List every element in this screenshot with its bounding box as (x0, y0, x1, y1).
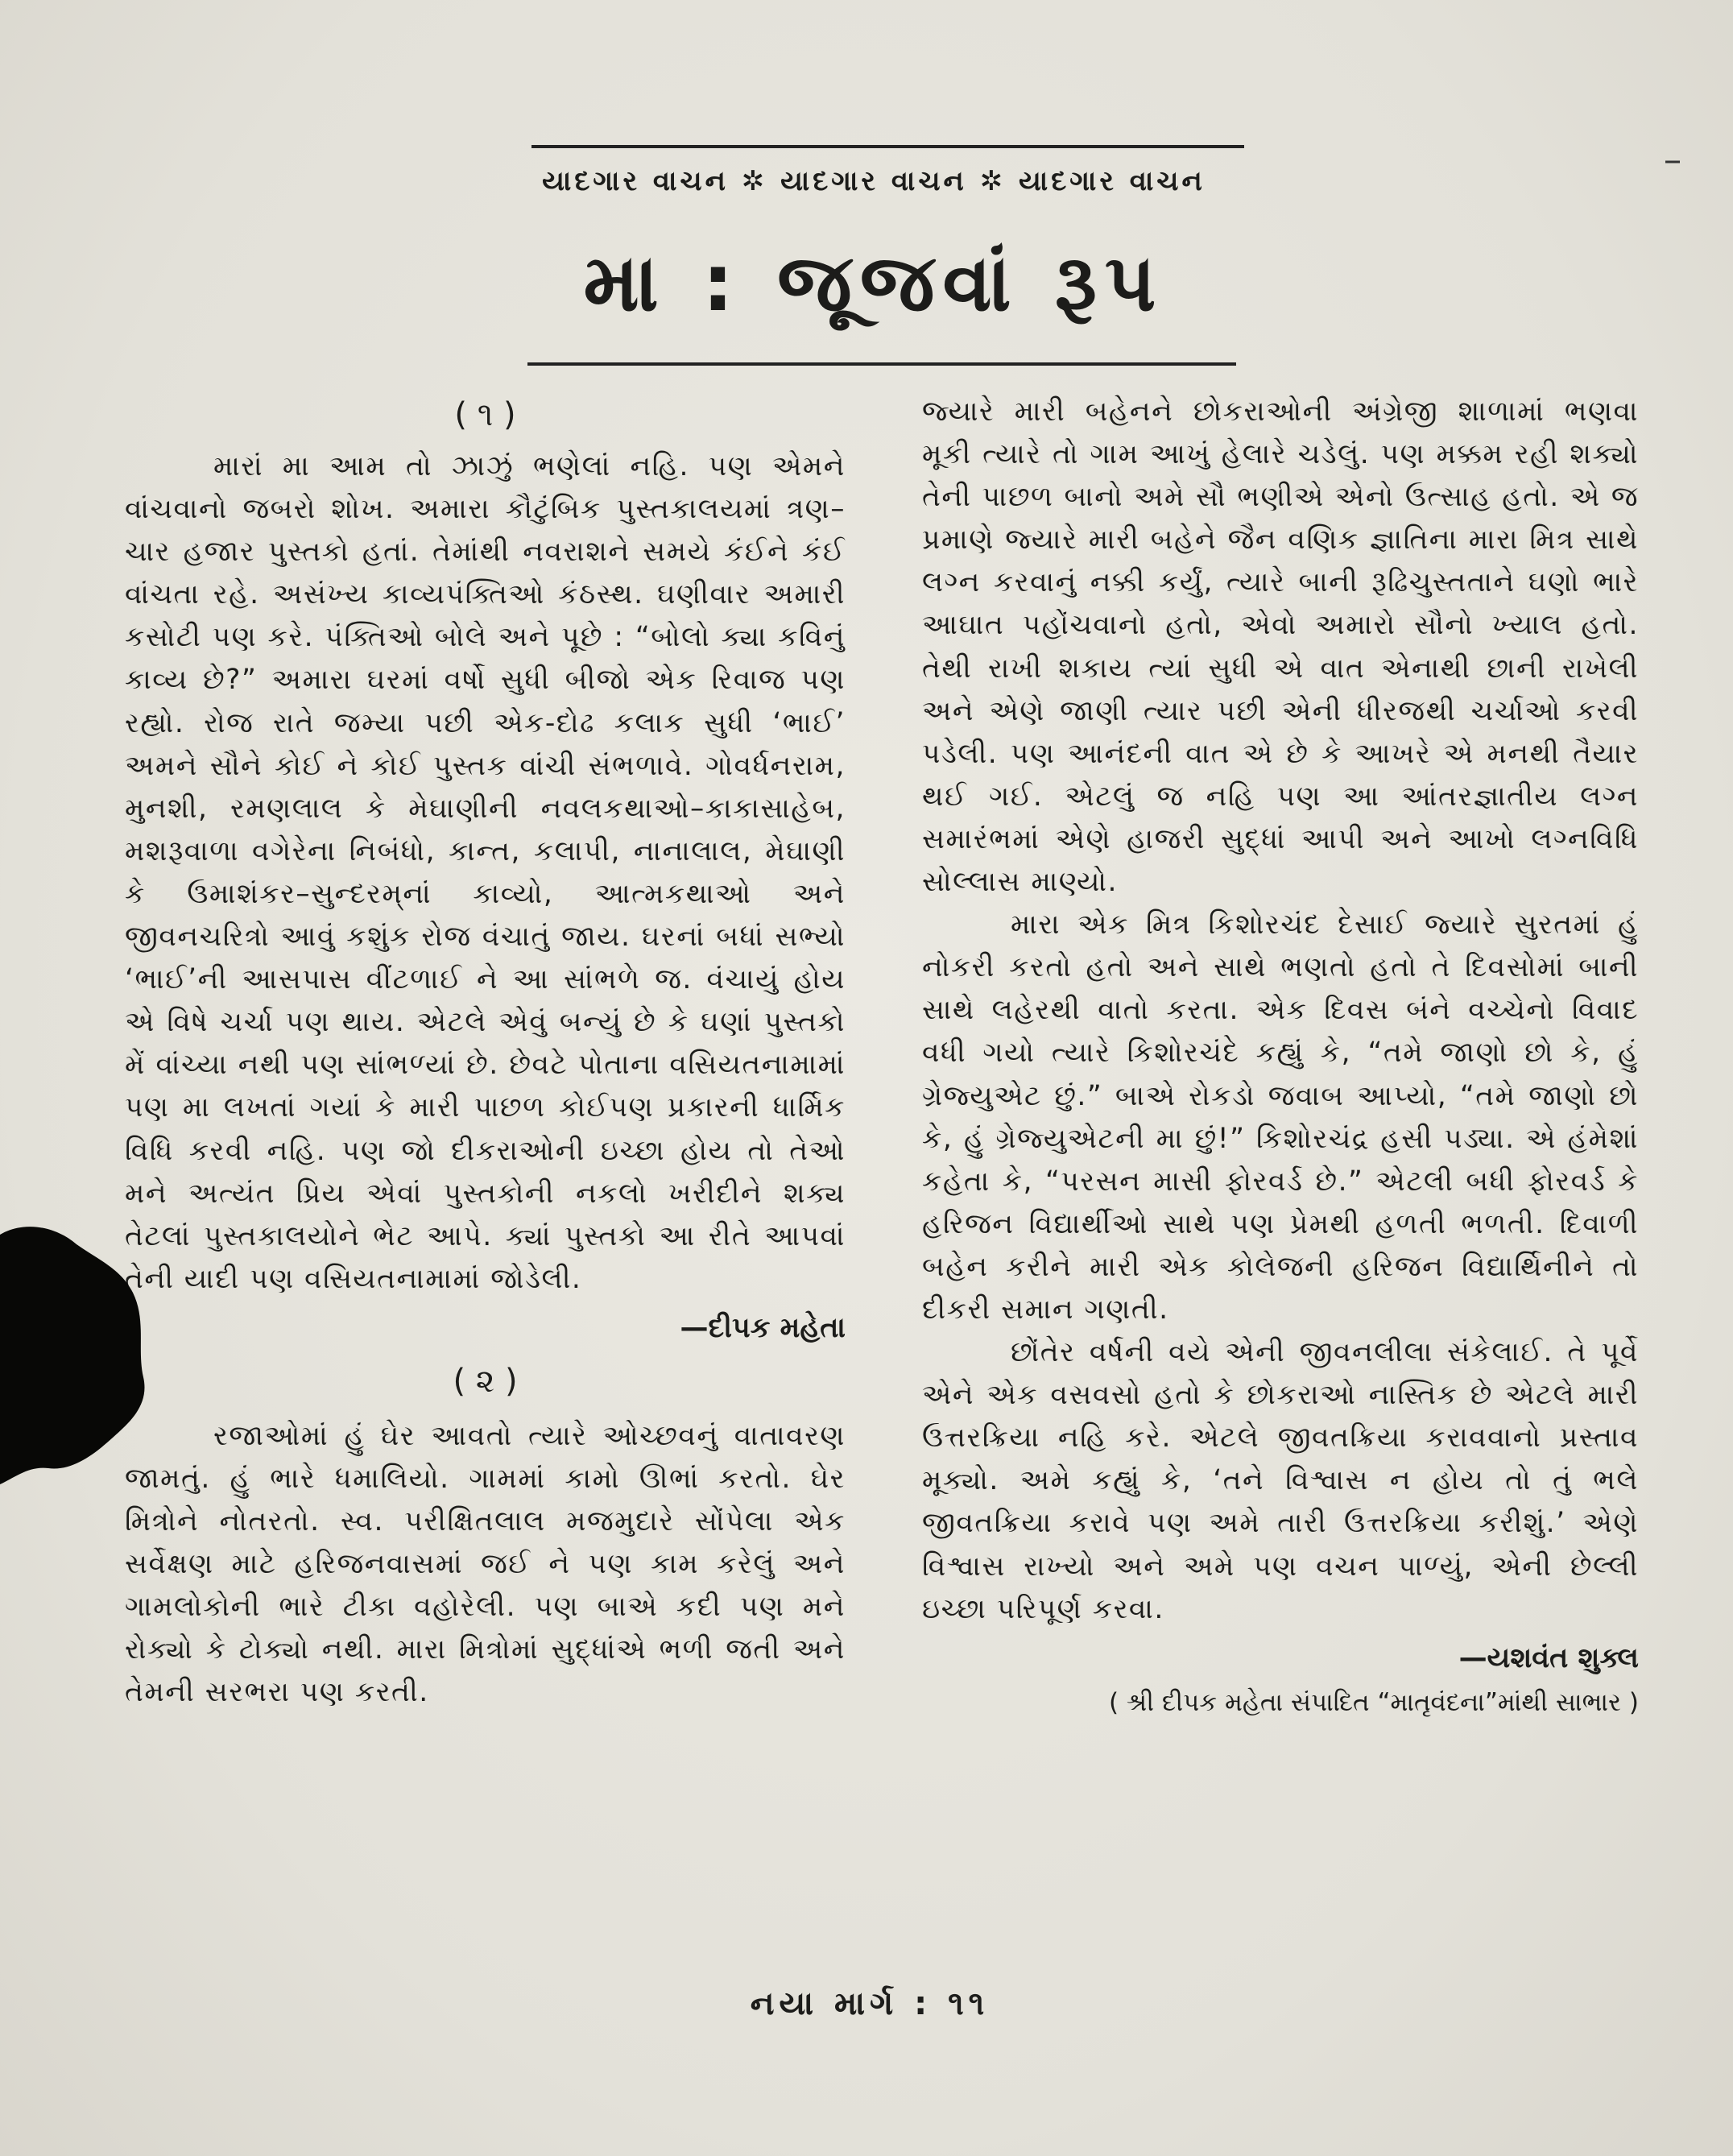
right-paragraph-2: મારા એક મિત્ર કિશોરચંદ દેસાઈ જ્યારે સુરતમાં હું નોકરી કરતો હતો અને સાથે ભણતો હતો તે દિવસોમાં બાની સાથે લહેરથી વાતો કરતા. એક દિવસ બંને વચ્ચેનો વિવાદ વધી ગયો ત્યારે કિશોરચંદે કહ્યું કે, “તમે જાણો છો કે, હું ગ્રેજ્યુએટ છું.” બાએ રોકડો જવાબ આપ્યો, “તમે જાણો છો કે, હું ગ્રેજ્યુએટની મા છું!” કિશોરચંદ્ર હસી પડ્યા. એ હંમેશાં કહેતા કે, “પરસન માસી ફોરવર્ડ છે.” એટલી બધી ફોરવર્ડ કે હરિજન વિદ્યાર્થીઓ સાથે પણ પ્રેમથી હળતી ભળતી. દિવાળી બહેન કરીને મારી એક કોલેજની હરિજન વિદ્યાર્થિનીને તો દીકરી સમાન ગણતી. (922, 908, 1639, 1326)
torn-page-damage (0, 1212, 153, 1486)
margin-mark (1665, 159, 1680, 164)
page-footer: નયા માર્ગ : ૧૧ (750, 1985, 990, 2022)
right-paragraph-1: જ્યારે મારી બહેનને છોકરાઓની અંગ્રેજી શાળામાં ભણવા મૂકી ત્યારે તો ગામ આખું હેલારે ચડેલું. પણ મક્કમ રહી શક્યો તેની પાછળ બાનો અમે સૌ ભણીએ એનો ઉત્સાહ હતો. એ જ પ્રમાણે જ્યારે મારી બહેને જૈન વણિક જ્ઞાતિના મારા મિત્ર સાથે લગ્ન કરવાનું નક્કી કર્યું, ત્યારે બાની રૂઢિચુસ્તતાને ઘણો ભારે આઘાત પહોંચવાનો હતો, એવો અમારો સૌનો ખ્યાલ હતો. તેથી રાખી શકાય ત્યાં સુધી એ વાત એનાથી છાની રાખેલી અને એણે જાણી ત્યાર પછી એની ધીરજથી ચર્ચાઓ કરવી પડેલી. પણ આનંદની વાત એ છે કે આખરે એ મનથી તૈયાર થઈ ગઈ. એટલું જ નહિ પણ આ આંતરજ્ઞાતીય લગ્ન સમારંભમાં એણે હાજરી સુદ્ધાં આપી અને આખો લગ્નવિધિ સોલ્લાસ માણ્યો. (922, 395, 1639, 899)
section-number-1: ( ૧ ) (454, 396, 516, 433)
left-column (125, 391, 846, 1715)
section-kicker: યાદગાર વાચન ✲ યાદગાર વાચન ✲ યાદગાર વાચન (542, 165, 1206, 197)
section-2-signature: —યશવંત શુક્લ (1458, 1641, 1639, 1674)
article-title: મા : જૂજવાં રૂપ (583, 238, 1164, 329)
section-1-paragraph: મારાં મા આમ તો ઝાઝું ભણેલાં નહિ. પણ એમને વાંચવાનો જબરો શોખ. અમારા કૌટુંબિક પુસ્તકાલયમાં ત્રણ–ચાર હજાર પુસ્તકો હતાં. તેમાંથી નવરાશને સમયે કંઈને કંઈ વાંચતા રહે. અસંખ્ય કાવ્યપંક્તિઓ કંઠસ્થ. ઘણીવાર અમારી કસોટી પણ કરે. પંક્તિઓ બોલે અને પૂછે : “બોલો ક્યા કવિનું કાવ્ય છે?” અમારા ઘરમાં વર્ષો સુધી બીજો એક રિવાજ પણ રહ્યો. રોજ રાતે જમ્યા પછી એક-દોઢ કલાક સુધી ‘ભાઈ’ અમને સૌને કોઈ ને કોઈ પુસ્તક વાંચી સંભળાવે. ગોવર્ધનરામ, મુનશી, રમણલાલ કે મેઘાણીની નવલકથાઓ–કાકાસાહેબ, મશરૂવાળા વગેરેના નિબંધો, કાન્ત, કલાપી, નાનાલાલ, મેઘાણી કે ઉમાશંકર–સુન્દરમ્‌નાં કાવ્યો, આત્મકથાઓ અને જીવનચરિત્રો આવું કશુંક રોજ વંચાતું જાય. ઘરનાં બધાં સભ્યો ‘ભાઈ’ની આસપાસ વીંટળાઈ ને આ સાંભળે જ. વંચાયું હોય એ વિષે ચર્ચા પણ થાય. એટલે એવું બન્યું છે કે ઘણાં પુસ્તકો મેં વાંચ્યા નથી પણ સાંભળ્યાં છે. છેવટે પોતાના વસિયતનામામાં પણ મા લખતાં ગયાં કે મારી પાછળ કોઈપણ પ્રકારની ધાર્મિક વિધિ કરવી નહિ. પણ જો દીકરાઓની ઇચ્છા હોય તો તેઓ મને અત્યંત પ્રિય એવાં પુસ્તકોની નકલો ખરીદીને શક્ય તેટલાં પુસ્તકાલયોને ભેટ આપે. ક્યાં પુસ્તકો આ રીતે આપવાં તેની યાદી પણ વસિયતનામામાં જોડેલી. (125, 450, 846, 1295)
section-2-paragraph: રજાઓમાં હું ઘેર આવતો ત્યારે ઓચ્છવનું વાતાવરણ જામતું. હું ભારે ધમાલિયો. ગામમાં કામો ઊભાં કરતો. ઘેર મિત્રોને નોતરતો. સ્વ. પરીક્ષિતલાલ મજમુદારે સોંપેલા એક સર્વેક્ષણ માટે હરિજનવાસમાં જઈ ને પણ કામ કરેલું અને ગામલોકોની ભારે ટીકા વહોરેલી. પણ બાએ કદી પણ મને રોક્યો કે ટોક્યો નથી. મારા મિત્રોમાં સુદ્ધાંએ ભળી જતી અને તેમની સરભરા પણ કરતી. (125, 1419, 846, 1709)
right-paragraph-3: છોંતેર વર્ષની વયે એની જીવનલીલા સંકેલાઈ. તે પૂર્વે એને એક વસવસો હતો કે છોકરાઓ નાસ્તિક છે એટલે મારી ઉત્તરક્રિયા નહિ કરે. એટલે જીવતક્રિયા કરાવવાનો પ્રસ્તાવ મૂક્યો. અમે કહ્યું કે, ‘તને વિશ્વાસ ન હોય તો તું ભલે જીવતક્રિયા કરાવે પણ અમે તારી ઉત્તરક્રિયા કરીશું.’ એણે વિશ્વાસ રાખ્યો અને અમે પણ વચન પાળ્યું, એની છેલ્લી ઇચ્છા પરિપૂર્ણ કરવા. (922, 1336, 1639, 1625)
right-column (922, 391, 1639, 1723)
top-rule (531, 145, 1244, 148)
source-credit: ( શ્રી દીપક મહેતા સંપાદિત “માતૃવંદના”માંથી સાભાર ) (1108, 1687, 1639, 1717)
title-rule (527, 362, 1236, 366)
section-1-signature: —દીપક મહેતા (680, 1311, 846, 1344)
section-number-2: ( ૨ ) (453, 1362, 518, 1400)
